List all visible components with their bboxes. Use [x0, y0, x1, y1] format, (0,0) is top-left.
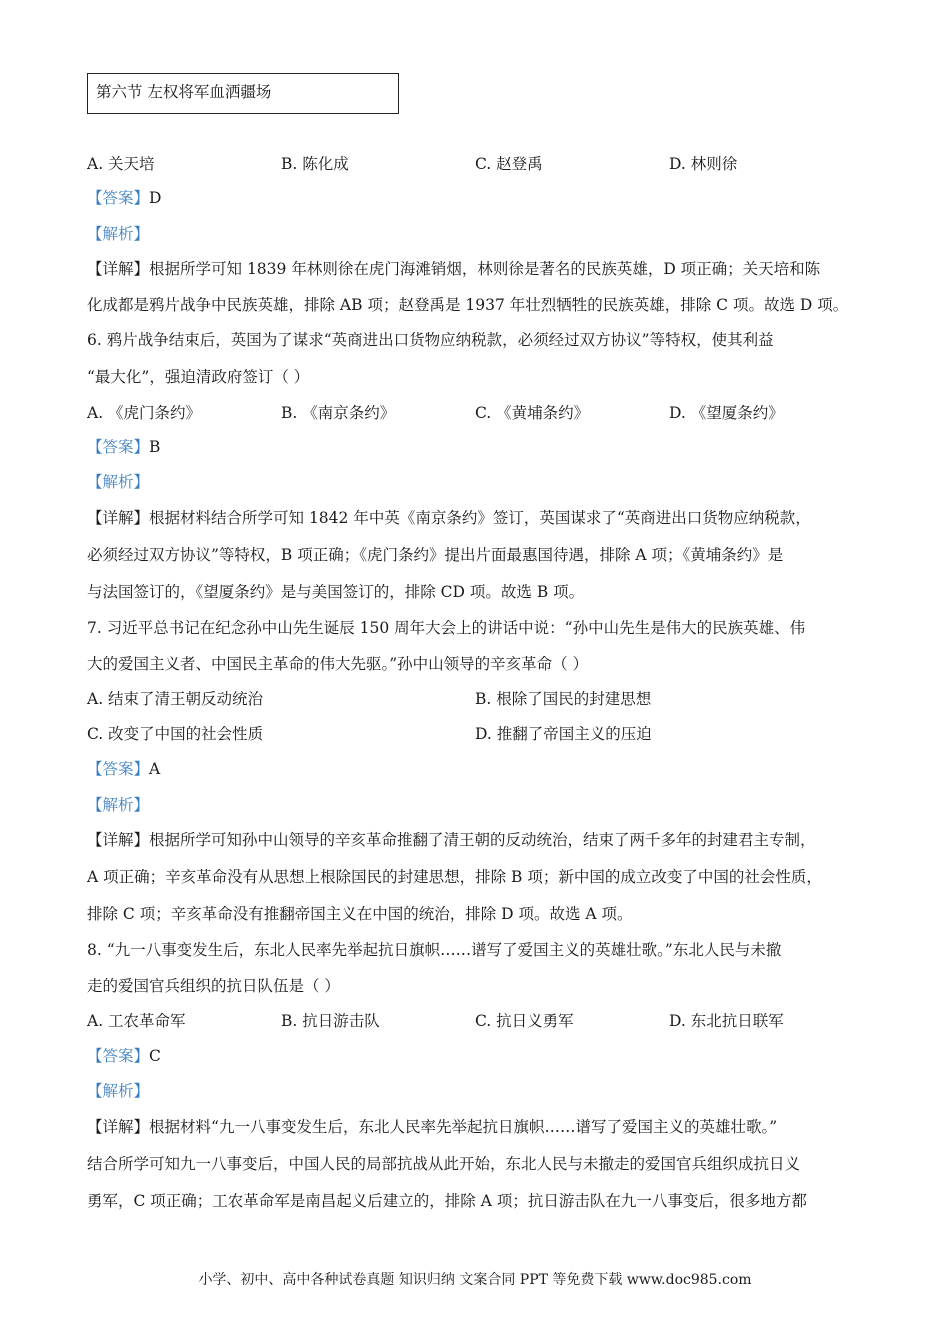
detail-line: 排除 C 项；辛亥革命没有推翻帝国主义在中国的统治，排除 D 项。故选 A 项。 — [87, 905, 633, 923]
answer-line — [87, 437, 160, 457]
answer-value: C — [149, 1047, 161, 1065]
answer-value: A — [149, 760, 161, 778]
detail-line: A 项正确；辛亥革命没有从思想上根除国民的封建思想，排除 B 项；新中国的成立改变了中国的社会性质， — [87, 868, 822, 886]
answer-line — [87, 188, 161, 208]
answer-line — [87, 759, 160, 779]
detail-line: 化成都是鸦片战争中民族英雄，排除 AB 项；赵登禹是 1937 年壮烈牺牲的民族英雄，排除 C 项。故选 D 项。 — [87, 296, 849, 314]
answer-value: D — [149, 189, 162, 207]
detail-line — [87, 508, 811, 528]
analysis-tag — [87, 795, 149, 815]
question-stem: 大的爱国主义者、中国民主革命的伟大先驱。”孙中山领导的辛亥革命（ ） — [87, 655, 589, 673]
detail-line — [87, 1117, 777, 1137]
analysis-label: 【解析】 — [87, 1082, 150, 1100]
question-stem: “最大化”，强迫清政府签订（ ） — [87, 368, 310, 386]
option-b: B. 根除了国民的封建思想 — [475, 690, 652, 708]
question-stem: 7. 习近平总书记在纪念孙中山先生诞辰 150 周年大会上的讲话中说：“孙中山先生是伟大的民族英雄、伟 — [87, 619, 806, 637]
option-d: D. 东北抗日联军 — [669, 1012, 784, 1030]
option-b: B. 陈化成 — [281, 155, 349, 173]
question-stem: 8. “九一八事变发生后，东北人民率先举起抗日旗帜……谱写了爱国主义的英雄壮歌。”东北人民与未撤 — [87, 941, 782, 959]
option-d: D. 《望厦条约》 — [669, 404, 784, 422]
detail-text: 根据所学可知孙中山领导的辛亥革命推翻了清王朝的反动统治，结束了两千多年的封建君主专制， — [149, 831, 816, 849]
analysis-label: 【解析】 — [87, 225, 150, 243]
analysis-tag — [87, 224, 149, 244]
answer-tag: 【答案】 — [87, 189, 150, 207]
question-stem: 6. 鸦片战争结束后，英国为了谋求“英商进出口货物应纳税款，必须经过双方协议”等特权，使其利益 — [87, 331, 774, 349]
detail-text: 根据所学可知 1839 年林则徐在虎门海滩销烟，林则徐是著名的民族英雄，D 项正确；关天培和陈 — [149, 260, 821, 278]
analysis-tag — [87, 1081, 149, 1101]
analysis-label: 【解析】 — [87, 473, 150, 491]
detail-tag: 【详解】 — [87, 1118, 150, 1136]
answer-tag: 【答案】 — [87, 438, 150, 456]
option-c: C. 抗日义勇军 — [475, 1012, 574, 1030]
detail-tag: 【详解】 — [87, 831, 150, 849]
analysis-label: 【解析】 — [87, 796, 150, 814]
question-stem: 走的爱国官兵组织的抗日队伍是（ ） — [87, 977, 340, 995]
option-c: C. 赵登禹 — [475, 155, 543, 173]
detail-tag: 【详解】 — [87, 509, 150, 527]
answer-tag: 【答案】 — [87, 1047, 150, 1065]
option-a: A. 《虎门条约》 — [87, 404, 202, 422]
detail-text: 根据材料结合所学可知 1842 年中英《南京条约》签订，英国谋求了“英商进出口货物应纳税款， — [149, 509, 811, 527]
answer-value: B — [149, 438, 161, 456]
detail-line: 结合所学可知九一八事变后，中国人民的局部抗战从此开始，东北人民与未撤走的爱国官兵组织成抗日义 — [87, 1155, 801, 1173]
detail-line — [87, 259, 820, 279]
option-a: A. 关天培 — [87, 155, 155, 173]
detail-tag: 【详解】 — [87, 260, 150, 278]
detail-text: 根据材料“九一八事变发生后，东北人民率先举起抗日旗帜……谱写了爱国主义的英雄壮歌。” — [149, 1118, 778, 1136]
detail-line: 勇军，C 项正确；工农革命军是南昌起义后建立的，排除 A 项；抗日游击队在九一八事变后，很多地方都 — [87, 1192, 807, 1210]
analysis-tag — [87, 472, 149, 492]
option-d: D. 林则徐 — [669, 155, 738, 173]
option-a: A. 结束了清王朝反动统治 — [87, 690, 264, 708]
answer-tag: 【答案】 — [87, 760, 150, 778]
option-c: C. 《黄埔条约》 — [475, 404, 590, 422]
option-a: A. 工农革命军 — [87, 1012, 186, 1030]
detail-line — [87, 830, 816, 850]
option-c: C. 改变了中国的社会性质 — [87, 725, 264, 743]
page-footer: 小学、初中、高中各种试卷真题 知识归纳 文案合同 PPT 等免费下载 www.doc985.com — [198, 1272, 752, 1288]
option-d: D. 推翻了帝国主义的压迫 — [475, 725, 652, 743]
section-title-box: 第六节 左权将军血洒疆场 — [87, 73, 399, 114]
option-b: B. 抗日游击队 — [281, 1012, 380, 1030]
detail-line: 必须经过双方协议”等特权，B 项正确；《虎门条约》提出片面最惠国待遇，排除 A 项；《黄埔条约》是 — [87, 546, 784, 564]
answer-line — [87, 1046, 161, 1066]
option-b: B. 《南京条约》 — [281, 404, 396, 422]
detail-line: 与法国签订的，《望厦条约》是与美国签订的，排除 CD 项。故选 B 项。 — [87, 583, 585, 601]
